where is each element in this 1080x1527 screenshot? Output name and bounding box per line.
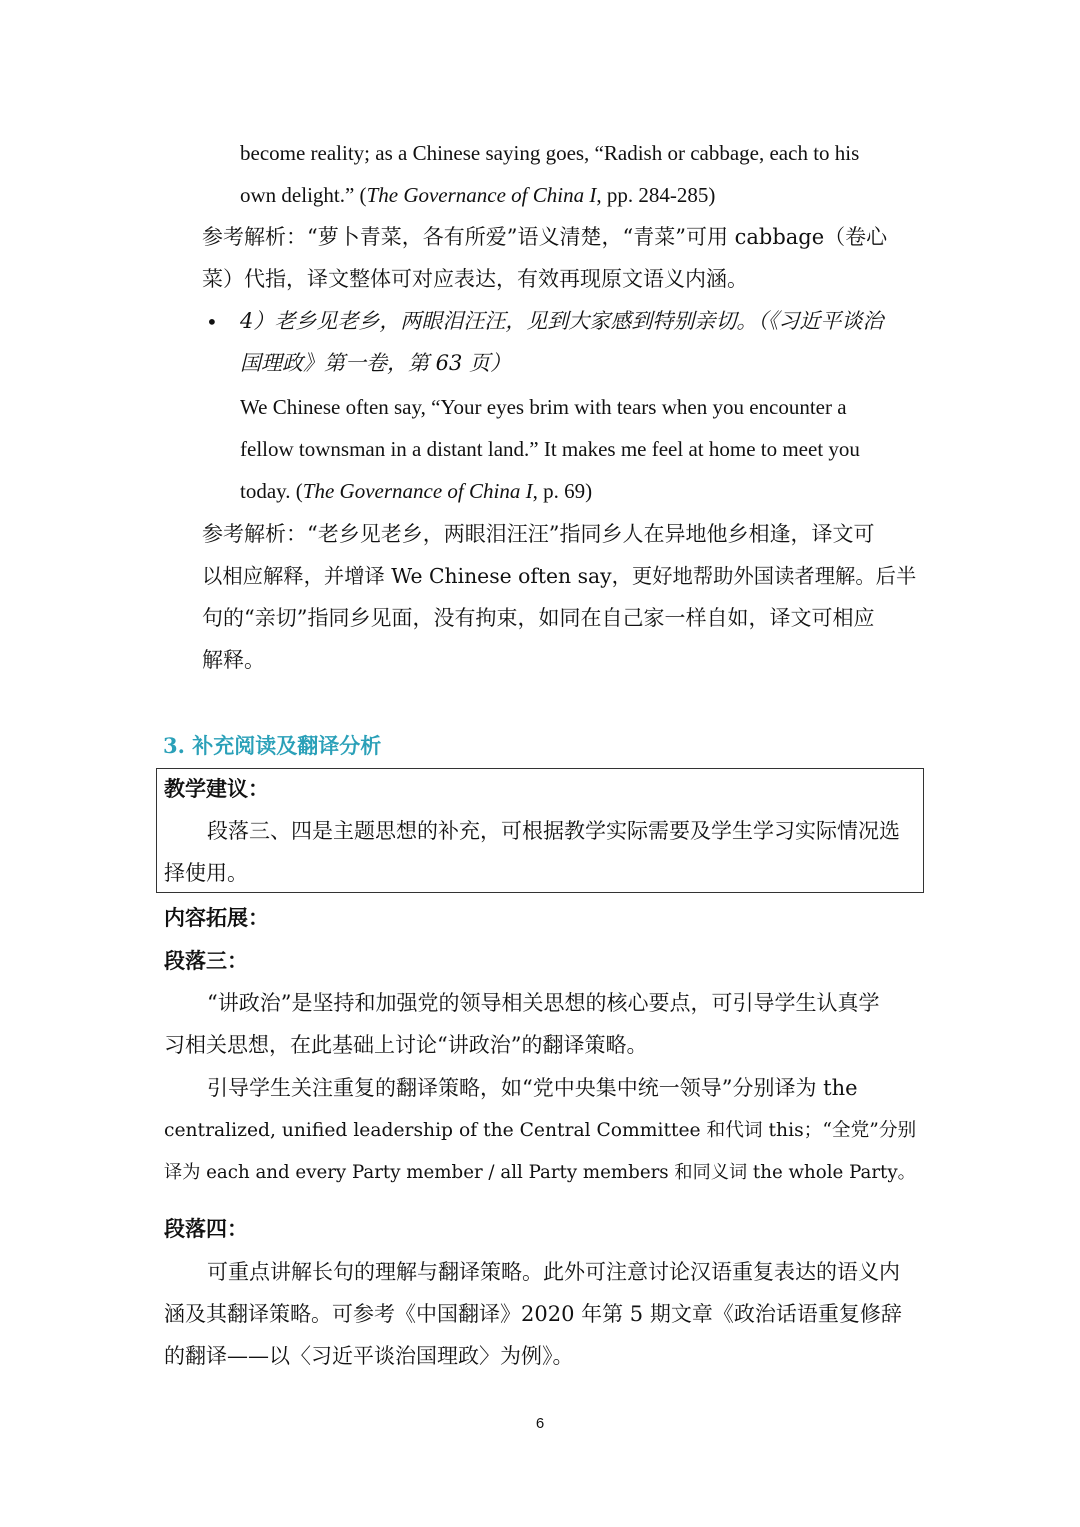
analysis-note: 句的“亲切”指同乡见面，没有拘束，如同在自己家一样自如，译文可相应 (202, 606, 875, 630)
example-source: 国理政》第一卷，第 63 页） (240, 351, 512, 375)
paragraph3-text: 引导学生关注重复的翻译策略，如“党中央集中统一领导”分别译为 the (207, 1076, 858, 1100)
paragraph3-text: centralized, unified leadership of the Central Committee 和代词 this；“全党”分别 (164, 1120, 917, 1141)
page-number: 6 (535, 1415, 545, 1432)
translation-line (240, 174, 715, 216)
paragraph3-text: 译为 each and every Party member / all Party members 和同义词 the whole Party。 (164, 1162, 916, 1183)
translation-line (240, 132, 916, 174)
book-title: The Governance of China I (302, 479, 533, 503)
citation-pages: , pp. 284-285) (596, 183, 716, 207)
box-label: 教学建议： (164, 776, 269, 801)
section-heading: 3. 补充阅读及翻译分析 (163, 733, 382, 758)
paragraph3-label: 段落三： (164, 948, 248, 973)
extension-label: 内容拓展： (164, 905, 269, 930)
paragraph4-text: 的翻译——以〈习近平谈治国理政〉为例》。 (164, 1344, 574, 1368)
example-source: 4）老乡见老乡，两眼泪汪汪，见到大家感到特别亲切。（《习近平谈治 (240, 309, 884, 333)
analysis-note: 以相应解释，并增译 We Chinese often say，更好地帮助外国读者理解。后半 (202, 564, 917, 588)
example-translation (240, 470, 592, 512)
book-title: The Governance of China I (366, 183, 597, 207)
citation-pages: , p. 69) (532, 479, 593, 503)
example-translation: fellow townsman in a distant land.” It makes me feel at home to meet you (240, 437, 860, 461)
translation-text: own delight.” ( (240, 183, 367, 207)
paragraph4-text: 可重点讲解长句的理解与翻译策略。此外可注意讨论汉语重复表达的语义内 (207, 1260, 900, 1284)
analysis-note: 参考解析：“老乡见老乡，两眼泪汪汪”指同乡人在异地他乡相逢，译文可 (202, 522, 875, 546)
translation-text: today. ( (240, 479, 303, 503)
analysis-note: 菜）代指，译文整体可对应表达，有效再现原文语义内涵。 (202, 267, 748, 291)
analysis-note: 参考解析：“萝卜青菜，各有所爱”语义清楚，“青菜”可用 cabbage（卷心 (202, 225, 888, 249)
bullet-icon: • (206, 310, 218, 334)
example-translation: We Chinese often say, “Your eyes brim with tears when you encounter a (240, 395, 847, 419)
paragraph4-label: 段落四： (164, 1216, 248, 1241)
paragraph3-text: 习相关思想，在此基础上讨论“讲政治”的翻译策略。 (164, 1033, 648, 1057)
paragraph3-text: “讲政治”是坚持和加强党的领导相关思想的核心要点，可引导学生认真学 (207, 991, 880, 1015)
paragraph4-text: 涵及其翻译策略。可参考《中国翻译》2020 年第 5 期文章《政治话语重复修辞 (164, 1302, 902, 1326)
translation-text: become reality; as a Chinese saying goes, “Radish or cabbage, each to his (240, 141, 860, 165)
analysis-note: 解释。 (202, 648, 265, 672)
box-text: 择使用。 (164, 861, 248, 885)
box-text: 段落三、四是主题思想的补充，可根据教学实际需要及学生学习实际情况选 (207, 819, 900, 843)
